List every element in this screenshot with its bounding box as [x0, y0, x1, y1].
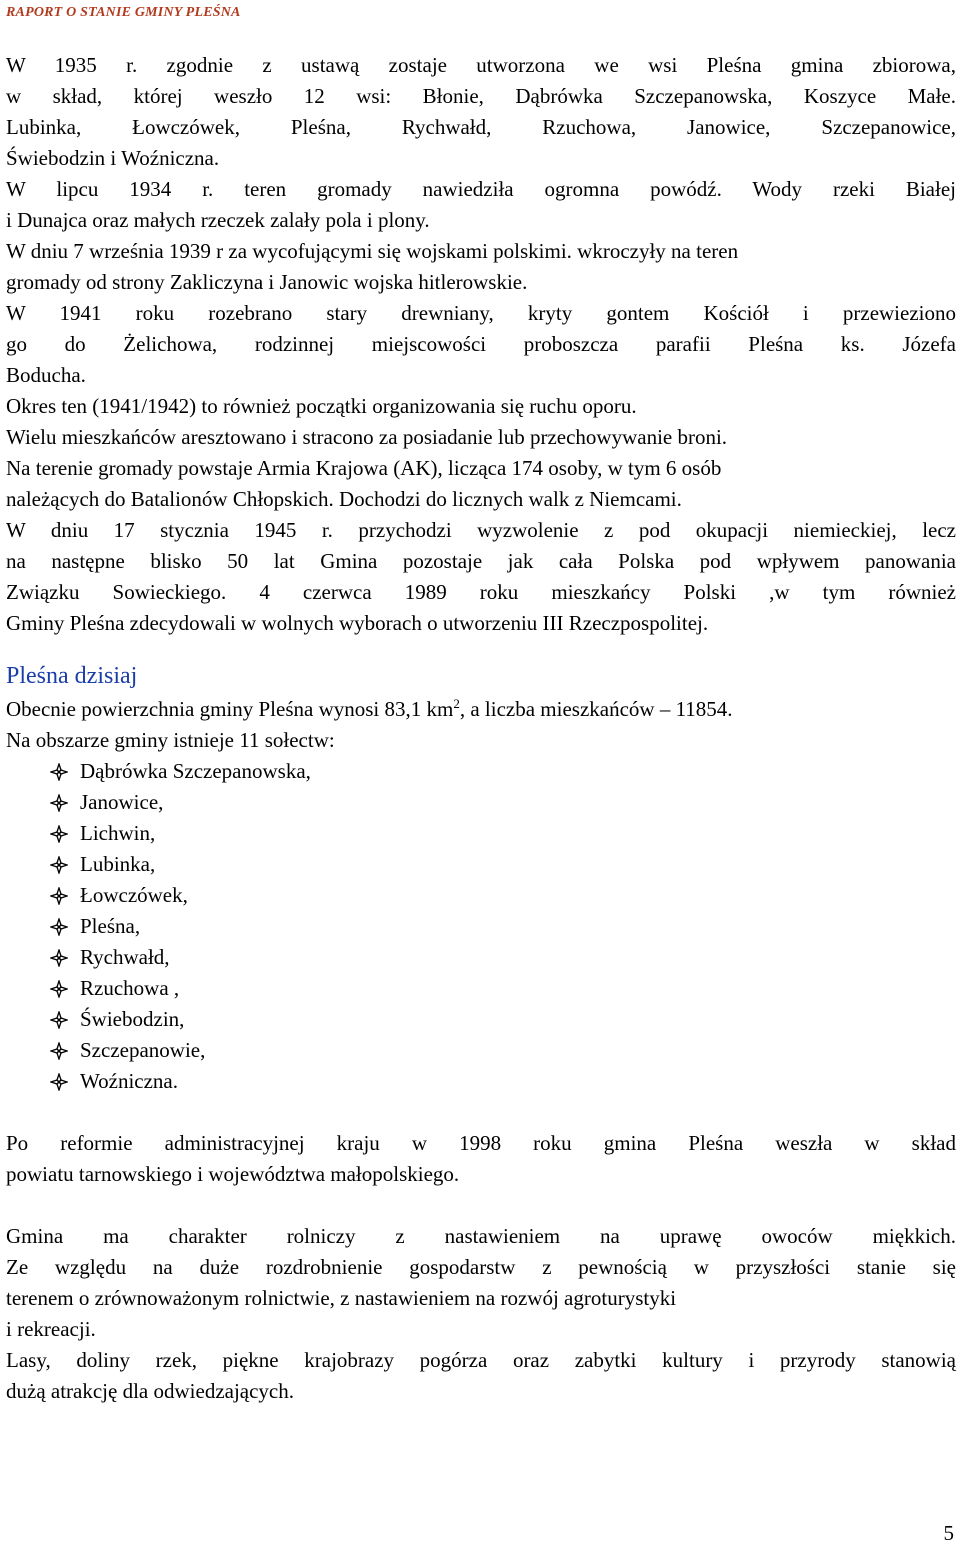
agriculture-line: i rekreacji. — [6, 1317, 96, 1341]
history-line: W dniu 7 września 1939 r za wycofującymi się wojskami polskimi. wkroczyły na teren — [6, 239, 739, 263]
section-title: Pleśna dzisiaj — [6, 663, 138, 689]
solectwo-name: Łowczówek, — [80, 883, 188, 907]
list-item — [50, 880, 956, 911]
solectwo-name: Lubinka, — [80, 852, 156, 876]
area-unit-sup: 2 — [453, 696, 460, 711]
history-line: należących do Batalionów Chłopskich. Dochodzi do licznych walk z Niemcami. — [6, 487, 682, 511]
area-text: Obecnie powierzchnia gminy Pleśna wynosi 83,1 km — [6, 697, 454, 721]
spacer — [6, 1097, 956, 1128]
list-item — [50, 942, 956, 973]
area-rest: , a liczba mieszkańców – 11854. — [459, 697, 733, 721]
agriculture-line: terenem o zrównoważonym rolnictwie, z nastawieniem na rozwój agroturystyki — [6, 1286, 677, 1310]
agriculture-line: Ze względu na duże rozdrobnienie gospodarstw z pewnością w przyszłości stanie się — [6, 1255, 956, 1279]
solectwo-name: Pleśna, — [80, 914, 141, 938]
diamond-bullet-icon — [50, 1011, 68, 1029]
diamond-bullet-icon — [50, 949, 68, 967]
history-line: W 1935 r. zgodnie z ustawą zostaje utworzona we wsi Pleśna gmina zbiorowa, — [6, 53, 956, 77]
solectwo-name: Rychwałd, — [80, 945, 170, 969]
history-line: W dniu 17 stycznia 1945 r. przychodzi wyzwolenie z pod okupacji niemieckiej, lecz — [6, 518, 956, 542]
diamond-bullet-icon — [50, 918, 68, 936]
list-item — [50, 849, 956, 880]
document-body — [6, 50, 956, 1407]
diamond-bullet-icon — [50, 887, 68, 905]
solectwo-name: Świebodzin, — [80, 1007, 185, 1031]
history-section — [6, 50, 956, 639]
diamond-bullet-icon — [50, 856, 68, 874]
solectwa-list — [6, 756, 956, 1097]
solectwo-name: Woźniczna. — [80, 1069, 179, 1093]
list-item — [50, 787, 956, 818]
reform-line: powiatu tarnowskiego i województwa małopolskiego. — [6, 1162, 460, 1186]
history-line: Boducha. — [6, 363, 86, 387]
history-line: na następne blisko 50 lat Gmina pozostaje jak cała Polska pod wpływem panowania — [6, 549, 956, 573]
diamond-bullet-icon — [50, 980, 68, 998]
diamond-bullet-icon — [50, 1073, 68, 1091]
history-line: Lubinka, Łowczówek, Pleśna, Rychwałd, Rzuchowa, Janowice, Szczepanowice, — [6, 115, 956, 139]
spacer — [6, 1190, 956, 1221]
history-line: Gminy Pleśna zdecydowali w wolnych wyborach o utworzeniu III Rzeczpospolitej. — [6, 611, 709, 635]
history-line: i Dunajca oraz małych rzeczek zalały pola i plony. — [6, 208, 430, 232]
history-line: W lipcu 1934 r. teren gromady nawiedziła ogromna powódź. Wody rzeki Białej — [6, 177, 956, 201]
agriculture-line: dużą atrakcję dla odwiedzających. — [6, 1379, 295, 1403]
diamond-bullet-icon — [50, 794, 68, 812]
reform-line: Po reformie administracyjnej kraju w 1998 roku gmina Pleśna weszła w skład — [6, 1131, 956, 1155]
list-item — [50, 1004, 956, 1035]
history-line: gromady od strony Zakliczyna i Janowic wojska hitlerowskie. — [6, 270, 528, 294]
solectwo-name: Szczepanowie, — [80, 1038, 206, 1062]
diamond-bullet-icon — [50, 1042, 68, 1060]
solectwa-intro: Na obszarze gminy istnieje 11 sołectw: — [6, 728, 335, 752]
history-line: w skład, której weszło 12 wsi: Błonie, Dąbrówka Szczepanowska, Koszyce Małe. — [6, 84, 956, 108]
list-item — [50, 1035, 956, 1066]
solectwo-name: Dąbrówka Szczepanowska, — [80, 759, 311, 783]
diamond-bullet-icon — [50, 763, 68, 781]
agriculture-line: Gmina ma charakter rolniczy z nastawieniem na uprawę owoców miękkich. — [6, 1224, 956, 1248]
solectwo-name: Janowice, — [80, 790, 164, 814]
document-header: RAPORT O STANIE GMINY PLEŚNA — [6, 5, 241, 20]
history-line: go do Żelichowa, rodzinnej miejscowości proboszcza parafii Pleśna ks. Józefa — [6, 332, 956, 356]
list-item — [50, 911, 956, 942]
page-number: 5 — [943, 1521, 954, 1545]
history-line: Na terenie gromady powstaje Armia Krajowa (AK), licząca 174 osoby, w tym 6 osób — [6, 456, 722, 480]
agriculture-line: Lasy, doliny rzek, piękne krajobrazy pogórza oraz zabytki kultury i przyrody stanowią — [6, 1348, 956, 1372]
history-line: Związku Sowieckiego. 4 czerwca 1989 roku mieszkańcy Polski ,w tym również — [6, 580, 956, 604]
history-line: Świebodzin i Woźniczna. — [6, 146, 220, 170]
history-line: Okres ten (1941/1942) to również początki organizowania się ruchu oporu. — [6, 394, 637, 418]
area-line — [6, 694, 956, 725]
list-item — [50, 818, 956, 849]
list-item — [50, 756, 956, 787]
solectwo-name: Lichwin, — [80, 821, 156, 845]
history-line: W 1941 roku rozebrano stary drewniany, kryty gontem Kościół i przewieziono — [6, 301, 956, 325]
diamond-bullet-icon — [50, 825, 68, 843]
history-line: Wielu mieszkańców aresztowano i stracono za posiadanie lub przechowywanie broni. — [6, 425, 728, 449]
solectwo-name: Rzuchowa , — [80, 976, 180, 1000]
list-item — [50, 1066, 956, 1097]
list-item — [50, 973, 956, 1004]
